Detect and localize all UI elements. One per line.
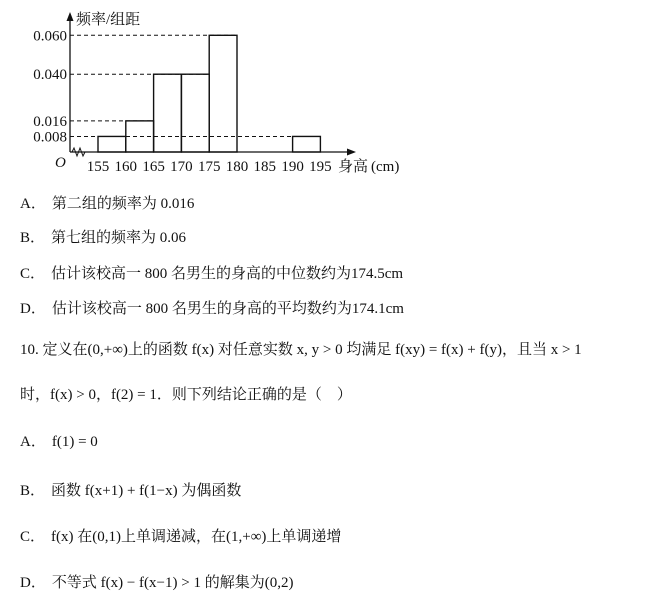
q10-stem-line-1 bbox=[20, 340, 582, 360]
x-tick-label: 160 bbox=[114, 159, 138, 175]
x-tick-labels bbox=[87, 159, 332, 175]
x-tick-label: 170 bbox=[170, 159, 193, 175]
y-tick-labels bbox=[33, 28, 67, 145]
option-label: D． bbox=[20, 575, 46, 591]
guide-dashes bbox=[70, 35, 320, 136]
option-text: f(x) 在(0,1)上单调递减，在(1,+∞)上单调递增 bbox=[51, 529, 342, 545]
histogram-bar bbox=[209, 35, 237, 152]
frequency-histogram bbox=[0, 0, 658, 180]
x-axis-unit: (cm) bbox=[371, 159, 400, 175]
y-tick-label: 0.016 bbox=[33, 113, 67, 130]
y-axis-label: 频率/组距 bbox=[76, 12, 141, 28]
x-tick-label: 190 bbox=[281, 159, 304, 175]
q10-option-b bbox=[20, 481, 241, 501]
x-tick-label: 180 bbox=[225, 159, 249, 175]
option-label: D． bbox=[20, 301, 46, 317]
x-axis-name: 身高 bbox=[338, 159, 369, 175]
histogram-bar bbox=[181, 74, 209, 152]
q9-option-c bbox=[20, 264, 403, 284]
x-axis-arrow-icon bbox=[347, 149, 356, 156]
option-label: A． bbox=[20, 434, 46, 450]
x-tick-label: 155 bbox=[86, 159, 110, 175]
option-text: 估计该校高一 800 名男生的身高的平均数约为174.1cm bbox=[51, 301, 404, 317]
q9-option-a bbox=[20, 194, 194, 214]
histogram-bar bbox=[293, 136, 321, 152]
q10-stem-line-2 bbox=[20, 385, 352, 405]
q9-option-b bbox=[20, 228, 186, 248]
histogram-bars bbox=[98, 35, 320, 152]
q10-stem-text: 10. 定义在(0,+∞)上的函数 f(x) 对任意实数 x, y > 0 均满足 f(xy) = f(x) + f(y)，且当 x > 1 bbox=[20, 342, 582, 358]
option-text: f(1) = 0 bbox=[51, 434, 98, 450]
option-text: 第二组的频率为 0.016 bbox=[51, 196, 195, 212]
option-text: 函数 f(x+1) + f(1−x) 为偶函数 bbox=[51, 483, 242, 499]
x-tick-label: 195 bbox=[309, 159, 332, 175]
q9-option-d bbox=[20, 299, 404, 319]
y-tick-label: 0.060 bbox=[33, 28, 67, 45]
q10-stem-text: 时，f(x) > 0，f(2) = 1．则下列结论正确的是（ ） bbox=[20, 387, 352, 403]
x-tick-label: 175 bbox=[197, 159, 221, 175]
option-text: 估计该校高一 800 名男生的身高的中位数约为174.5cm bbox=[51, 266, 404, 282]
x-axis-label bbox=[338, 157, 399, 175]
y-tick-label: 0.040 bbox=[33, 67, 67, 84]
q10-option-c bbox=[20, 527, 341, 547]
histogram-bar bbox=[98, 136, 126, 152]
q10-option-a bbox=[20, 432, 98, 452]
y-tick-label: 0.008 bbox=[33, 129, 67, 146]
q10-option-d bbox=[20, 573, 293, 593]
option-text: 第七组的频率为 0.06 bbox=[51, 230, 187, 246]
origin-label: O bbox=[55, 155, 66, 171]
x-tick-label: 185 bbox=[253, 159, 277, 175]
histogram-axes bbox=[67, 12, 357, 156]
option-text: 不等式 f(x) − f(x−1) > 1 的解集为(0,2) bbox=[51, 575, 294, 591]
x-tick-label: 165 bbox=[142, 159, 165, 175]
y-axis-arrow-icon bbox=[67, 12, 74, 21]
option-label: C． bbox=[20, 529, 46, 545]
option-label: B． bbox=[20, 230, 46, 246]
option-label: C． bbox=[20, 266, 46, 282]
option-label: B． bbox=[20, 483, 46, 499]
option-label: A． bbox=[20, 196, 46, 212]
histogram-bar bbox=[154, 74, 182, 152]
